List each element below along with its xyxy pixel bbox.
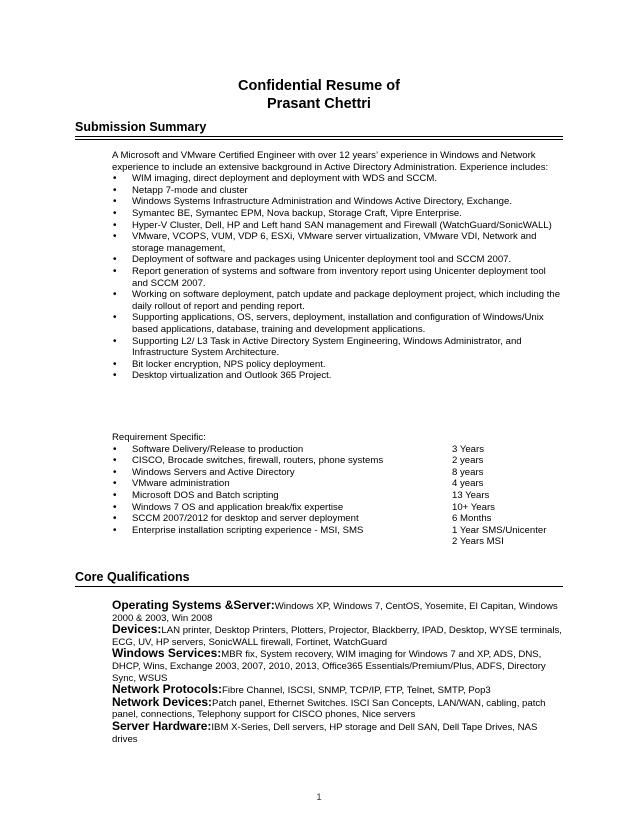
list-item: • WIM imaging, direct deployment and deployment with WDS and SCCM. [112,173,562,185]
list-item: • Deployment of software and packages using Unicenter deployment tool and SCCM 2007. [112,254,562,266]
page-number: 1 [316,792,322,803]
requirement-duration: 13 Years [452,489,490,501]
experience-list [112,173,562,382]
qualification-os [112,600,564,624]
requirement-skill: Software Delivery/Release to production [132,443,304,455]
qualification-label: Operating Systems &Server: [112,598,275,612]
summary-intro: A Microsoft and VMware Certified Engineer with over 12 years’ experience in Windows and Network experience to include an extensive background in Active Directory Administration. Experience includes: [112,150,549,173]
list-item: • Hyper-V Cluster, Dell, HP and Left hand SAN management and Firewall (WatchGuard/SonicWALL) [112,220,562,232]
requirements-block [112,432,562,548]
requirement-duration [452,525,546,548]
requirement-row [112,467,562,479]
requirement-skill: Windows Servers and Active Directory [132,466,295,478]
qualification-windows-services [112,648,564,684]
list-item: • Desktop virtualization and Outlook 365 Project. [112,370,562,382]
qualification-text: Windows XP, Windows 7, CentOS, Yosemite, El Capitan, Windows 2000 & 2003, Win 2008 [112,601,558,624]
resume-title-name: Prasant Chettri [267,96,371,112]
requirements-heading: Requirement Specific: [112,432,206,443]
qualification-label: Server Hardware: [112,718,212,733]
qualification-label: Windows Services: [112,646,222,661]
qualification-devices [112,624,564,648]
requirement-row [112,525,562,548]
qualification-network-devices [112,694,564,721]
requirement-duration: 2 years [452,455,484,467]
list-item: • Netapp 7-mode and cluster [112,185,562,197]
requirement-skill: CISCO, Brocade switches, firewall, routers, phone systems [132,455,384,467]
qualification-text: Fibre Channel, ISCSI, SNMP, TCP/IP, FTP, Telnet, SMTP, Pop3 [222,685,491,697]
requirement-row [112,455,562,467]
section-heading-core: Core Qualifications [75,570,190,584]
submission-summary-body [112,150,562,382]
section-divider [75,136,563,140]
qualification-text: MBR fix, System recovery, WIM imaging for Windows 7 and XP, ADS, DNS, DHCP, Wins, Exchange 2003, 2007, 2010, 2013, Office365 Essentials/Premium/Plus, ADFS, Directory Sync, WSUS [112,649,546,684]
requirement-duration: 3 Years [452,443,485,455]
requirement-skill: Enterprise installation scripting experience - MSI, SMS [132,524,364,536]
qualification-label: Devices: [112,622,162,637]
list-item: • Windows Systems Infrastructure Administration and Windows Active Directory, Exchange. [112,196,562,208]
requirements-list [112,444,562,548]
section-divider [75,586,563,587]
requirement-row [112,444,562,456]
section-heading-submission: Submission Summary [75,120,207,134]
requirement-duration: 8 years [452,466,484,478]
list-item: • Bit locker encryption, NPS policy deployment. [112,359,562,371]
qualification-label: Network Protocols: [112,682,223,697]
requirement-row [112,478,562,490]
requirement-skill: SCCM 2007/2012 for desktop and server deployment [132,513,359,525]
qualification-text: Patch panel, Ethernet Switches. ISCI San Concepts, LAN/WAN, cabling, patch panel, connections, Telephony support for CISCO phones, Nice servers [112,697,546,721]
list-item: • Working on software deployment, patch update and package deployment project, which including the daily rollout of report and pending report. [112,289,562,312]
qualification-label: Network Devices: [112,694,213,709]
requirement-row [112,490,562,502]
requirement-skill: Windows 7 OS and application break/fix expertise [132,501,344,513]
list-item: • Report generation of systems and software from inventory report using Unicenter deployment tool and SCCM 2007. [112,266,562,289]
resume-title-line1: Confidential Resume of [238,78,400,94]
requirement-skill: VMware administration [132,478,230,490]
requirement-duration-line1: 1 Year SMS/Unicenter [452,524,547,536]
qualification-text: IBM X-Series, Dell servers, HP storage and Dell SAN, Dell Tape Drives, NAS drives [112,721,538,745]
requirement-duration-line2: 2 Years MSI [452,536,504,548]
requirement-row [112,513,562,525]
list-item: • Symantec BE, Symantec EPM, Nova backup, Storage Craft, Vipre Enterprise. [112,208,562,220]
list-item: • Supporting L2/ L3 Task in Active Directory System Engineering, Windows Administrator, and Infrastructure System Architecture. [112,336,562,359]
requirement-skill: Microsoft DOS and Batch scripting [132,489,279,501]
requirement-row [112,502,562,514]
requirement-duration: 4 years [452,478,484,490]
list-item: • Supporting applications, OS, servers, deployment, installation and configuration of Windows/Unix based applications, database, training and development applications. [112,312,562,335]
requirement-duration: 10+ Years [452,501,495,513]
requirement-duration: 6 Months [452,513,492,525]
qualification-text: LAN printer, Desktop Printers, Plotters, Projector, Blackberry, IPAD, Desktop, WYSE terminals, ECG, UV, HP servers, SonicWALL firewall, Fortinet, WatchGuard [112,625,562,648]
core-qualifications-body [112,600,564,745]
qualification-server-hardware [112,718,564,745]
list-item: • VMware, VCOPS, VUM, VDP 6, ESXi, VMware server virtualization, VMware VDI, Network and storage management, [112,231,562,254]
